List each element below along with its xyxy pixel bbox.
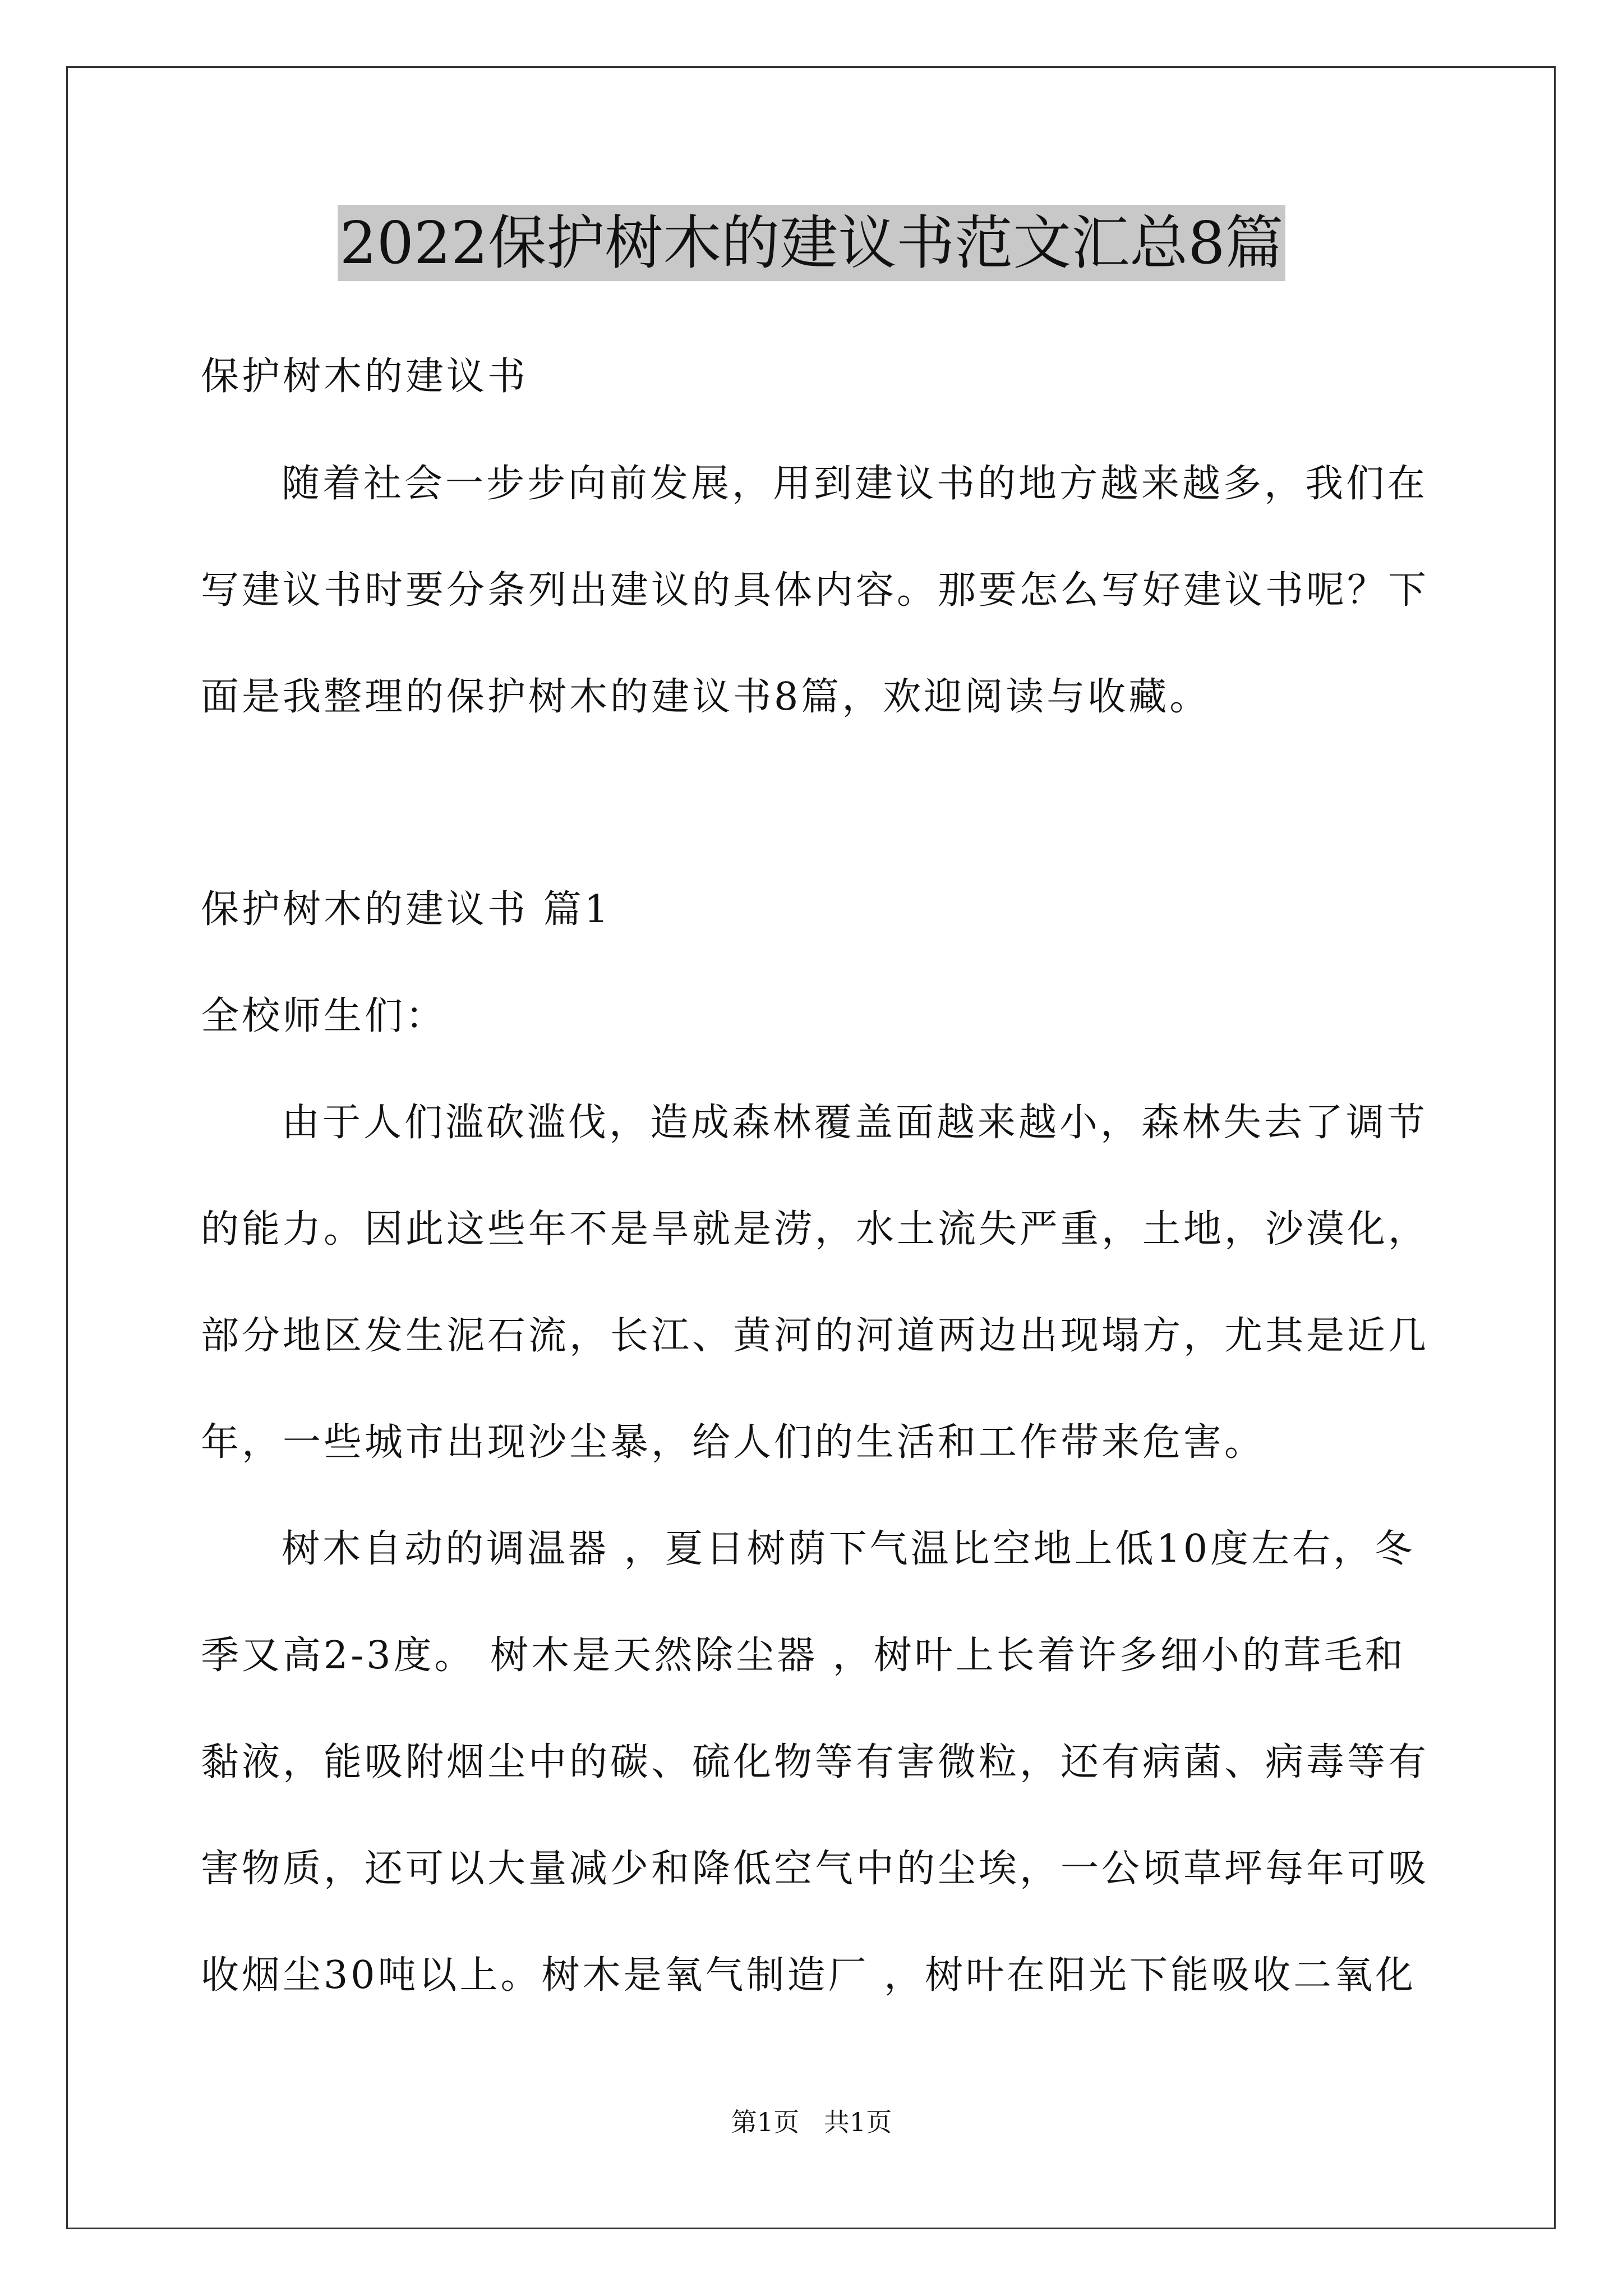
page-footer: 第1页 共1页 (731, 2107, 892, 2137)
section-heading: 保护树木的建议书 篇1 (201, 887, 611, 932)
paragraph-line: 的能力。因此这些年不是旱就是涝，水土流失严重，土地，沙漠化， (201, 1207, 1430, 1251)
paragraph-line: 黏液，能吸附烟尘中的碳、硫化物等有害微粒，还有病菌、病毒等有 (201, 1740, 1430, 1784)
paragraph-line: 部分地区发生泥石流，长江、黄河的河道两边出现塌方，尤其是近几 (201, 1314, 1430, 1358)
salutation-line: 全校师生们： (201, 994, 447, 1038)
paragraph-line: 害物质，还可以大量减少和降低空气中的尘埃，一公顷草坪每年可吸 (201, 1847, 1430, 1891)
paragraph-line: 收烟尘30吨以上。树木是氧气制造厂 ，树叶在阳光下能吸收二氧化 (201, 1953, 1417, 1998)
title-wrap (0, 205, 1623, 281)
document-title: 2022保护树木的建议书范文汇总8篇 (338, 205, 1286, 281)
subtitle-line: 保护树木的建议书 (201, 355, 529, 399)
paragraph-line: 随着社会一步步向前发展，用到建议书的地方越来越多，我们在 (282, 462, 1428, 506)
paragraph-line: 写建议书时要分条列出建议的具体内容。那要怎么写好建议书呢？下 (201, 568, 1430, 613)
paragraph-line: 季又高2-3度。 树木是天然除尘器 ，树叶上长着许多细小的茸毛和 (201, 1634, 1406, 1678)
paragraph-line: 树木自动的调温器 ，夏日树荫下气温比空地上低10度左右，冬 (282, 1527, 1415, 1571)
paragraph-line: 面是我整理的保护树木的建议书8篇，欢迎阅读与收藏。 (201, 675, 1211, 719)
paragraph-line: 由于人们滥砍滥伐，造成森林覆盖面越来越小，森林失去了调节 (282, 1101, 1428, 1145)
paragraph-line: 年，一些城市出现沙尘暴，给人们的生活和工作带来危害。 (201, 1420, 1266, 1465)
